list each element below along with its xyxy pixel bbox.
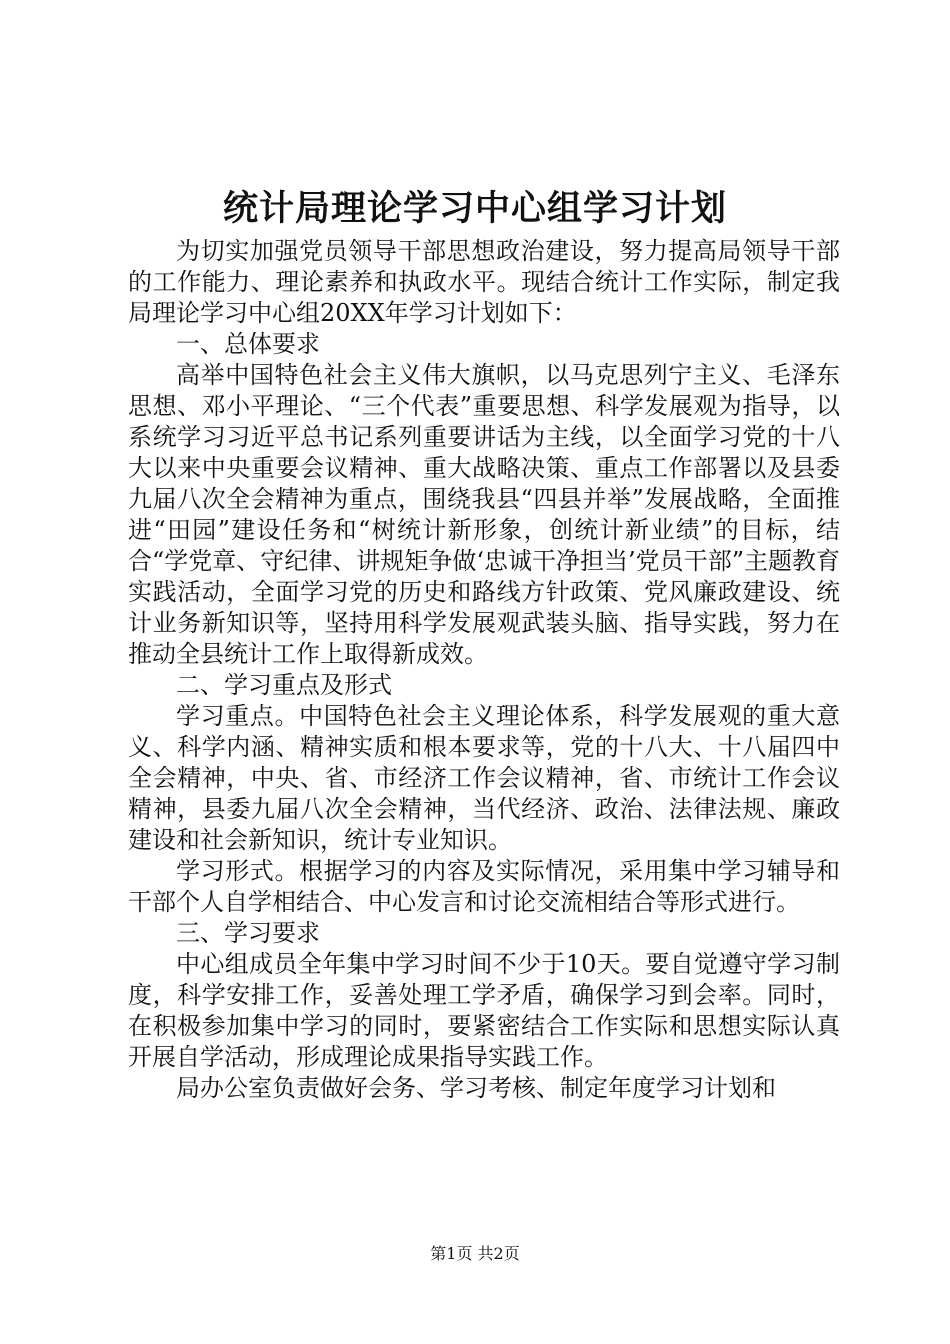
paragraph-general-requirements: 高举中国特色社会主义伟大旗帜，以马克思列宁主义、毛泽东思想、邓小平理论、“三个代表”重要思想、科学发展观为指导，以系统学习习近平总书记系列重要讲话为主线，以全面学习党的十八大以来中央重要会议精神、重大战略决策、重点工作部署以及县委九届八次全会精神为重点，围绕我县“四县并举”发展战略，全面推进“田园”建设任务和“树统计新形象，创统计新业绩”的目标，结合“学党章、守纪律、讲规矩争做‘忠诚干净担当’党员干部”主题教育实践活动，全面学习党的历史和路线方针政策、党风廉政建设、统计业务新知识等，坚持用科学发展观武装头脑、指导实践，努力在推动全县统计工作上取得新成效。: [128, 361, 840, 668]
paragraph-intro: 为切实加强党员领导干部思想政治建设，努力提高局领导干部的工作能力、理论素养和执政水平。现结合统计工作实际，制定我局理论学习中心组20XX年学习计划如下：: [128, 237, 840, 327]
page-number: 第1页 共2页: [430, 1244, 520, 1263]
paragraph-study-form: 学习形式。根据学习的内容及实际情况，采用集中学习辅导和干部个人自学相结合、中心发言和讨论交流相结合等形式进行。: [128, 857, 840, 916]
paragraph-office-duty: 局办公室负责做好会务、学习考核、制定年度学习计划和: [176, 1074, 776, 1102]
document-body: [128, 236, 840, 1104]
section-heading-requirements: 三、学习要求: [176, 919, 320, 947]
section-heading-general: 一、总体要求: [176, 330, 320, 358]
document-title: 统计局理论学习中心组学习计划: [222, 188, 727, 229]
paragraph-study-focus: 学习重点。中国特色社会主义理论体系，科学发展观的重大意义、科学内涵、精神实质和根本要求等，党的十八大、十八届四中全会精神，中央、省、市经济工作会议精神，省、市统计工作会议精神，县委九届八次全会精神，当代经济、政治、法律法规、廉政建设和社会新知识，统计专业知识。: [128, 702, 840, 854]
paragraph-study-requirements: 中心组成员全年集中学习时间不少于10天。要自觉遵守学习制度，科学安排工作，妥善处理工学矛盾，确保学习到会率。同时，在积极参加集中学习的同时，要紧密结合工作实际和思想实际认真开展自学活动，形成理论成果指导实践工作。: [128, 950, 840, 1071]
section-heading-focus: 二、学习重点及形式: [176, 671, 392, 699]
